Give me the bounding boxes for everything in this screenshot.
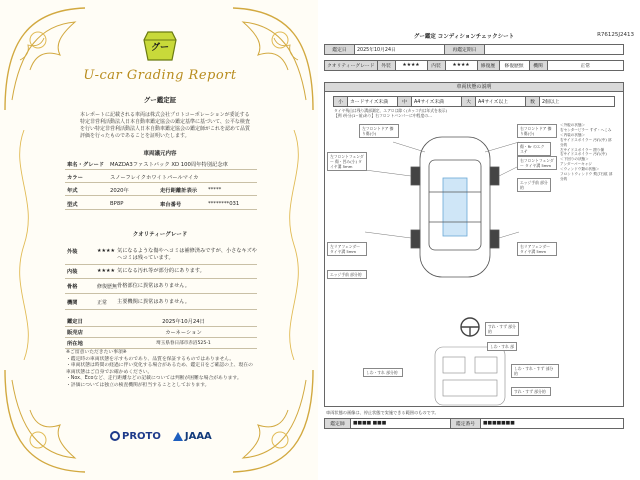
- damage-callout: 右リアフェンダー タイヤ溝 5mm: [517, 242, 557, 256]
- recheck-label: 再鑑定期日: [445, 45, 485, 55]
- damage-callout: エッジ手前 部分的: [517, 178, 551, 192]
- spec-value: *****: [208, 186, 222, 193]
- badge-label: グー: [150, 43, 169, 53]
- date-label: 鑑定日: [325, 45, 355, 55]
- spec-row-model: [65, 198, 257, 210]
- damage-callout: 左フロントドア 擦り傷(小): [359, 124, 399, 138]
- proto-logo: [110, 431, 161, 442]
- notes-heading: ※ご留意いただきたい事項※: [66, 350, 127, 355]
- vehicle-section-title: 車両議元内容: [143, 151, 177, 157]
- grade-text: 主要機関に異常はありません。: [117, 299, 190, 305]
- notes-block: [66, 350, 256, 389]
- sheet-doc-id: R76125J2413: [597, 32, 634, 38]
- damage-callout: すれ・すず 部分的: [485, 322, 519, 336]
- signature-table: [324, 418, 624, 429]
- legend-line: フロントウィンドウ 飛び石痕 部分的: [560, 172, 613, 181]
- size-cell: カードサイズ未満: [348, 97, 398, 107]
- grade-text: 気になる汚れ等が部分的にあります。: [117, 268, 205, 274]
- size-legend-table: [333, 96, 615, 107]
- grade-text: 骨格部位に異常はありません。: [117, 283, 190, 289]
- damage-callout: 右フロントドア 擦り傷(小): [517, 124, 557, 138]
- date-value: 2025年10月24日: [162, 318, 205, 325]
- grade-key: 内装: [67, 269, 78, 275]
- ornament-top-left: [0, 0, 90, 120]
- grade-label: クオリティーグレード: [325, 61, 378, 71]
- size-cell: 中: [398, 97, 412, 107]
- damage-callout: 左フロントフェンダー 傷・凹み(小) タイヤ溝 5mm: [327, 152, 367, 171]
- sheet-title: グー鑑定 コンディションチェックシート: [413, 34, 515, 40]
- grade-key: 機関: [67, 300, 78, 306]
- spec-key: カラー: [67, 174, 83, 181]
- condition-check-sheet: [322, 0, 640, 480]
- grade-row-frame: [65, 280, 257, 294]
- spec-row-color: [65, 171, 257, 183]
- spec-row-name: [65, 158, 257, 170]
- recheck-value: [485, 45, 624, 55]
- grade-stars: 修復歴無: [97, 284, 118, 290]
- intro-text: 本レポートに記載される車両は株式会社プロトコーポレーションが委託する特定非営利活動法人日本自動車鑑定協会の鑑定基準に基づいて、公平な検査を行い特定非営利活動法人日本自動車鑑定協会の鑑定師がこれを認めて品質評価を行ったものであることを証明いたします。: [80, 112, 251, 139]
- ornament-side-left: [4, 130, 44, 360]
- spec-key: 車台番号: [160, 201, 182, 208]
- logo-bar: [110, 428, 240, 444]
- damage-callout: しわ・すれ 部分的: [363, 368, 403, 377]
- jaaa-triangle-icon: [173, 432, 183, 441]
- note-item: ・鑑定時の車両状態を示すものであり、品質を保証するものではありません。: [66, 356, 235, 362]
- cert-number-label: 鑑定番号: [451, 419, 481, 429]
- description-note: タイヤ残山は残り溝部測定、エアロは除く(カッコ内は年式を表示) 【例 Ⅰ外分(1~前)あり】右フロントバンパーに中程度の…: [334, 108, 447, 118]
- frame-value: 修復歴無: [499, 61, 529, 71]
- note-item: ・Nox、Ecoなど、走行距離などの記載については判断が困難な場合があります。: [66, 376, 242, 381]
- grading-certificate: [0, 0, 318, 480]
- description-heading: 車両状態の説明: [324, 82, 624, 92]
- grade-stars: ★★★★: [97, 248, 115, 254]
- date-value: 2025年10月24日: [355, 45, 445, 55]
- grade-key: 外装: [67, 249, 78, 255]
- spec-value: BP8P: [110, 200, 124, 207]
- damage-callout: 右フロントフェンダー タイヤ溝 5mm: [517, 156, 557, 170]
- steering-wheel-icon: [461, 318, 479, 336]
- size-cell: A4サイズ以上: [476, 97, 526, 107]
- address-value: 埼玉県春日部市赤沼525-1: [156, 340, 211, 346]
- size-cell: 大: [462, 97, 476, 107]
- grade-text: 気になるような傷やヘコミは補修済みですが、小さなキズやヘコミは残っています。: [117, 248, 257, 261]
- engine-value: 正常: [547, 61, 624, 71]
- appraiser-value: ■■■■ ■■■: [351, 419, 451, 429]
- note-item: ・車両状態は時間の経過に伴い変化する場合があるため、鑑定日をご確認の上、現在の車両状態はご自身でお確かめください。: [66, 363, 253, 375]
- ext-stars: ★★★★: [395, 61, 427, 71]
- grade-row-exterior: [65, 245, 257, 265]
- proto-logo-text: PROTO: [122, 430, 161, 442]
- spec-key: 車名・グレード: [67, 161, 105, 168]
- damage-callout: エッジ手前 部分的: [327, 270, 367, 279]
- legend-line: ＜下回りの状態＞: [560, 157, 589, 162]
- int-stars: ★★★★: [445, 61, 477, 71]
- spec-key: 年式: [67, 187, 78, 194]
- legend-line: ＜ウィンドウ類の状態＞: [560, 167, 600, 172]
- jaaa-logo: [173, 431, 212, 442]
- size-cell: 数: [526, 97, 540, 107]
- spec-value: スノーフレイクホワイトパールマイカ: [110, 174, 199, 181]
- damage-callout: しわ・すれ 部: [487, 342, 517, 351]
- report-subtitle: グー鑑定証: [143, 96, 177, 104]
- spec-key: 型式: [67, 201, 78, 208]
- address-label: 所在地: [67, 340, 83, 347]
- frame-label: 修復歴: [477, 61, 499, 71]
- legend-line: アンダーパーキャジ: [560, 162, 592, 167]
- ornament-side-right: [274, 130, 314, 360]
- report-title: U-car Grading Report: [83, 68, 237, 83]
- engine-label: 機関: [529, 61, 547, 71]
- grade-table: [324, 60, 624, 71]
- legend-line: ＜外板の状態＞: [560, 123, 586, 127]
- jaaa-logo-text: JAAA: [184, 430, 212, 442]
- proto-ring-icon: [110, 431, 120, 441]
- cert-number-value: ■■■■■■■: [481, 419, 624, 429]
- grade-stars: ★★★★: [97, 268, 115, 274]
- damage-callout: 左リアフェンダー タイヤ溝 5mm: [327, 242, 367, 256]
- spec-value: 2020年: [110, 187, 129, 194]
- quality-section-title: クオリティーグレード: [132, 232, 188, 238]
- damage-callout: すれ・すず 部分的: [511, 387, 551, 396]
- date-table: [324, 44, 624, 55]
- damage-callout: 傷・Rr のエクステ: [517, 142, 551, 156]
- int-label: 内装: [427, 61, 445, 71]
- size-cell: A4サイズ未満: [412, 97, 462, 107]
- size-cell: 小: [334, 97, 348, 107]
- shop-label: 販売店: [67, 329, 83, 336]
- grade-key: 骨格: [67, 284, 78, 290]
- legend-line: 右サイドスポイラー 汚れ(中) 部分的: [560, 137, 612, 147]
- note-item: ・評価については独立の検査機関が担当することとしております。: [66, 382, 210, 388]
- date-label: 鑑定日: [67, 318, 83, 325]
- grade-row-engine: [65, 296, 257, 310]
- grade-row-interior: [65, 265, 257, 279]
- spec-row-year: [65, 184, 257, 196]
- grade-stars: 正常: [97, 300, 108, 306]
- appraiser-label: 鑑定師: [325, 419, 351, 429]
- damage-callout: しわ・すれ・すず 部分的: [511, 364, 559, 378]
- legend-line: 左サイドスポイラー 擦り傷: [560, 147, 604, 152]
- ext-label: 外装: [377, 61, 395, 71]
- size-cell: 2個以上: [540, 97, 615, 107]
- legend-line: 右センターピラー すず・へこみ: [560, 127, 612, 132]
- ornament-top-right: [228, 0, 318, 120]
- address-row: [65, 337, 257, 349]
- spec-key: 走行距離計表示: [160, 187, 198, 194]
- condition-legend: [560, 123, 615, 182]
- spec-value: ********031: [208, 200, 240, 207]
- legend-line: 右サイドスポイラー 汚れ(中): [560, 152, 607, 157]
- footer-note: 車両状態の画像は、停止状態で実施できる範囲のものです。: [326, 410, 439, 415]
- legend-line: ＜内装の状態＞: [560, 132, 586, 137]
- spec-value: MAZDA3ファストバック XD 100周年特別記念車: [110, 161, 228, 168]
- shop-value: カーネーション: [165, 329, 202, 336]
